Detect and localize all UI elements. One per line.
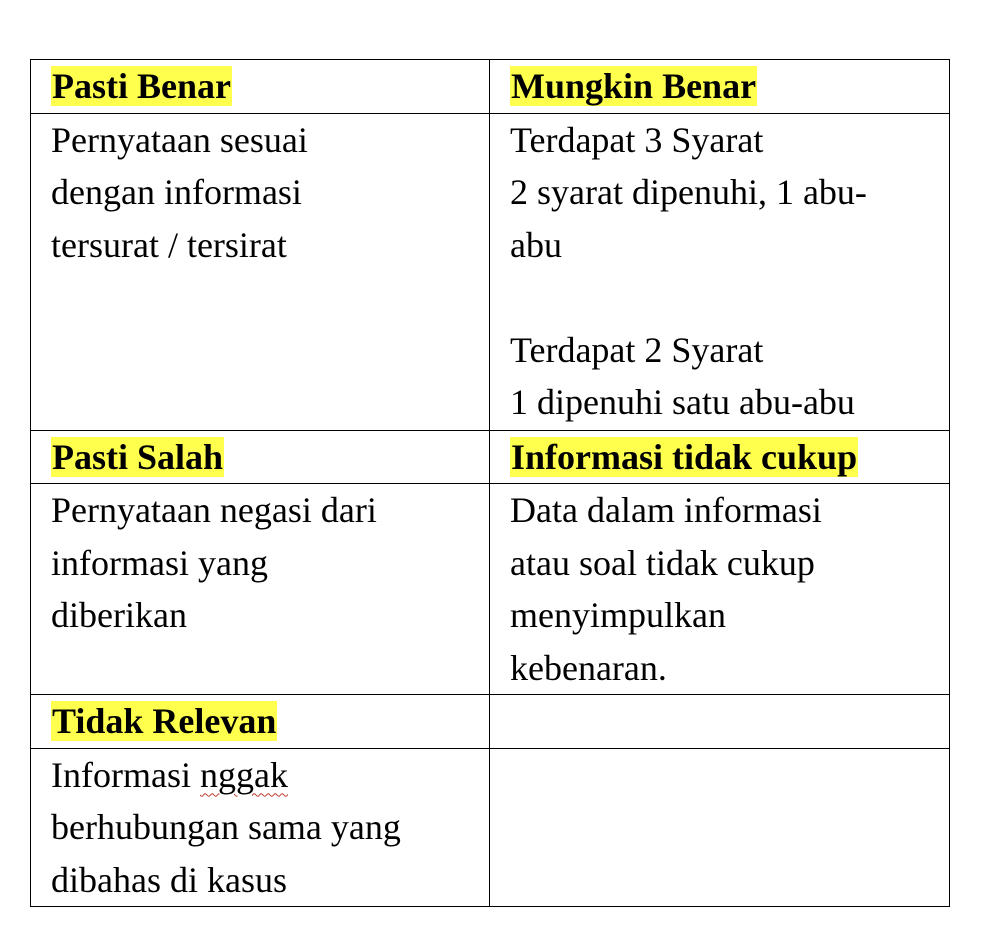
text-line: 1 dipenuhi satu abu-abu	[510, 382, 855, 422]
table-cell-informasi-tidak-cukup-desc	[490, 484, 950, 695]
table-cell-empty	[490, 695, 950, 749]
text-line: Data dalam informasi	[510, 490, 822, 530]
text-fragment: Informasi	[51, 754, 200, 795]
heading-mungkin-benar: Mungkin Benar	[511, 66, 757, 106]
text-line: informasi yang	[51, 542, 268, 583]
heading-pasti-benar: Pasti Benar	[52, 66, 231, 106]
spellcheck-word: nggak	[199, 754, 288, 795]
text-line: dibahas di kasus	[51, 859, 287, 900]
table-cell-pasti-benar-desc	[31, 113, 490, 430]
table-cell-tidak-relevan-desc	[31, 748, 490, 907]
definition-table	[30, 59, 950, 907]
heading-informasi-tidak-cukup: Informasi tidak cukup	[511, 436, 858, 477]
table-cell-heading	[31, 695, 490, 749]
table-row	[31, 113, 950, 430]
text-line: Terdapat 2 Syarat	[510, 329, 764, 370]
blank-line	[510, 271, 933, 324]
table-cell-empty	[490, 748, 950, 907]
table-row	[31, 430, 950, 484]
table-cell-heading	[490, 430, 950, 484]
table-cell-mungkin-benar-desc	[490, 113, 950, 430]
heading-pasti-salah: Pasti Salah	[52, 436, 224, 477]
text-line: 2 syarat dipenuhi, 1 abu-	[510, 172, 867, 212]
table-row	[31, 60, 950, 114]
table-cell-pasti-salah-desc	[31, 484, 490, 695]
text-line: berhubungan sama yang	[51, 807, 401, 847]
text-line: tersurat / tersirat	[51, 224, 287, 265]
text-line: atau soal tidak cukup	[510, 542, 815, 583]
text-line: Pernyataan sesuai	[51, 119, 308, 160]
table-cell-heading	[31, 430, 490, 484]
table-cell-heading	[31, 60, 490, 114]
table-row	[31, 695, 950, 749]
text-line: diberikan	[51, 595, 187, 635]
text-line: abu	[510, 224, 562, 265]
heading-tidak-relevan: Tidak Relevan	[52, 701, 277, 741]
table-row	[31, 748, 950, 907]
text-line: kebenaran.	[510, 647, 667, 688]
text-line: menyimpulkan	[510, 595, 726, 635]
text-line: Terdapat 3 Syarat	[510, 119, 764, 160]
table-cell-heading	[490, 60, 950, 114]
text-line: Pernyataan negasi dari	[51, 490, 377, 530]
text-line	[51, 749, 473, 802]
text-line: dengan informasi	[51, 172, 302, 212]
table-row	[31, 484, 950, 695]
